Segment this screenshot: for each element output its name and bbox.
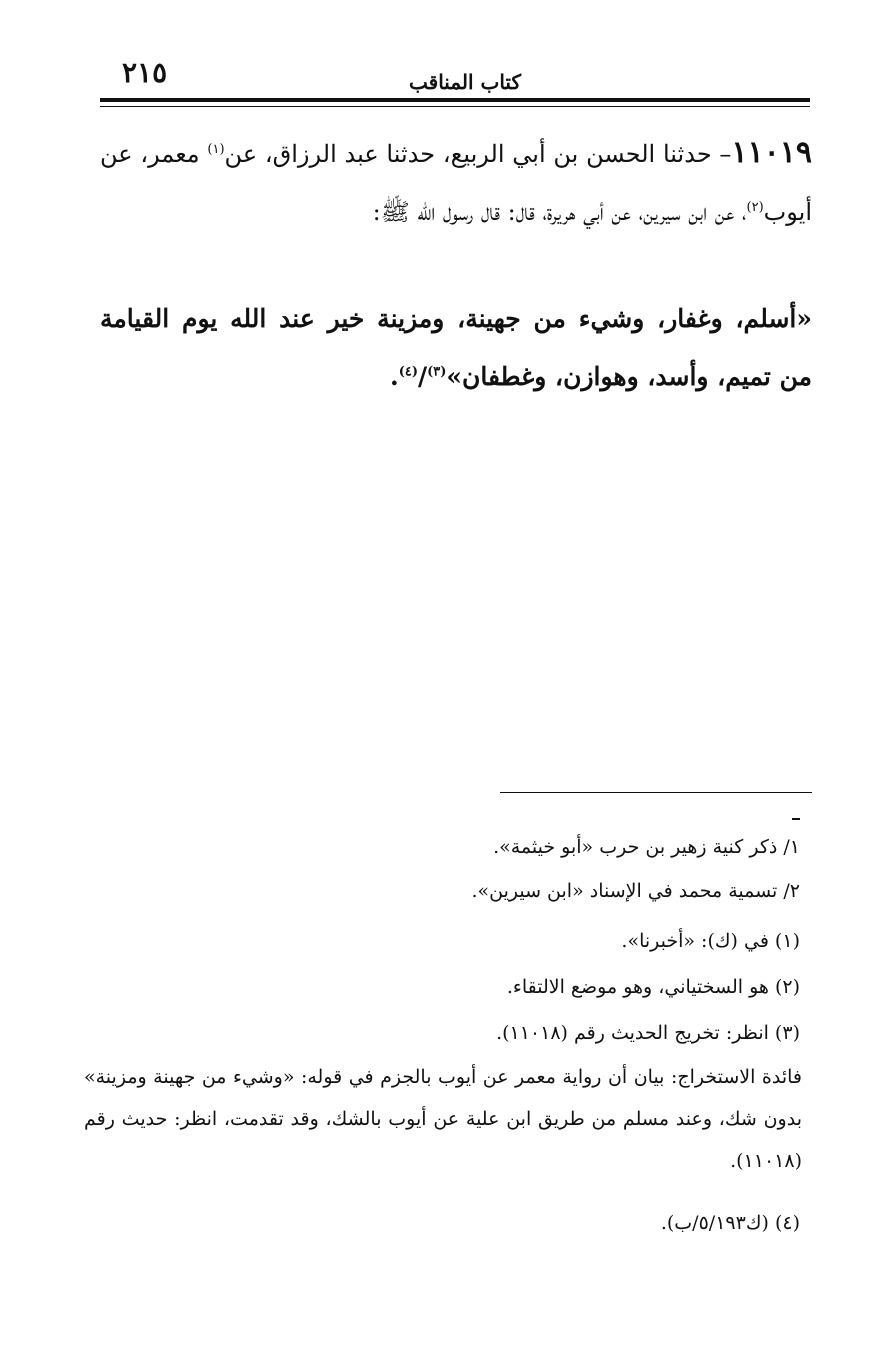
footnote-ref-3: (٣) — [427, 364, 447, 380]
running-title: كتاب المناقب — [409, 70, 521, 94]
footnote-ref-1: (١) — [207, 142, 225, 157]
chain-text-1: – حدثنا الحسن بن أبي الربيع، حدثنا عبد الرزاق، عن — [224, 140, 732, 168]
hadith-number: ١١٠١٩ — [731, 135, 812, 170]
header-rule-thin — [100, 106, 810, 107]
footnote-ref-4: (٤) — [398, 364, 418, 380]
hadith-text — [100, 290, 812, 406]
header-rule — [100, 98, 810, 102]
footnote-separator — [500, 792, 812, 793]
page-number: ٢١٥ — [122, 56, 168, 89]
hadith-chain — [100, 124, 812, 241]
ref-slash: / — [417, 362, 428, 391]
footnote-note-a: ١/ ذكر كنية زهير بن حرب «أبو خيثمة». — [493, 836, 800, 858]
chain-text-3: ، عن ابن سيرين، عن أبي هريرة، قال: قال رسول الله ﷺ: — [372, 198, 747, 226]
chain-text-2: معمر، عن أيوب — [100, 140, 812, 226]
corner-mark — [792, 818, 800, 820]
footnote-note-b: ٢/ تسمية محمد في الإسناد «ابن سيرين». — [471, 880, 800, 902]
footnote-2: (٢) هو السختياني، وهو موضع الالتقاء. — [506, 976, 800, 998]
footnote-3-benefit: فائدة الاستخراج: بيان أن رواية معمر عن أيوب بالجزم في قوله: «وشيء من جهينة ومزينة» بدون شك، وعند مسلم من طريق ابن علية عن أيوب بالشك، وقد تقدمت، انظر: حديث رقم (١١٠١٨). — [84, 1066, 803, 1172]
footnote-4: (٤) (ك٥/١٩٣/ب). — [660, 1212, 800, 1234]
hadith-quote: «أسلم، وغفار، وشيء من جهينة، ومزينة خير عند الله يوم القيامة من تميم، وأسد، وهوازن، وغطفان» — [100, 304, 812, 391]
footnote-1: (١) في (ك): «أخبرنا». — [621, 930, 800, 952]
hadith-end: . — [389, 362, 399, 391]
footnote-3: (٣) انظر: تخريج الحديث رقم (١١٠١٨). — [496, 1022, 800, 1044]
footnote-ref-2: (٢) — [746, 200, 764, 215]
